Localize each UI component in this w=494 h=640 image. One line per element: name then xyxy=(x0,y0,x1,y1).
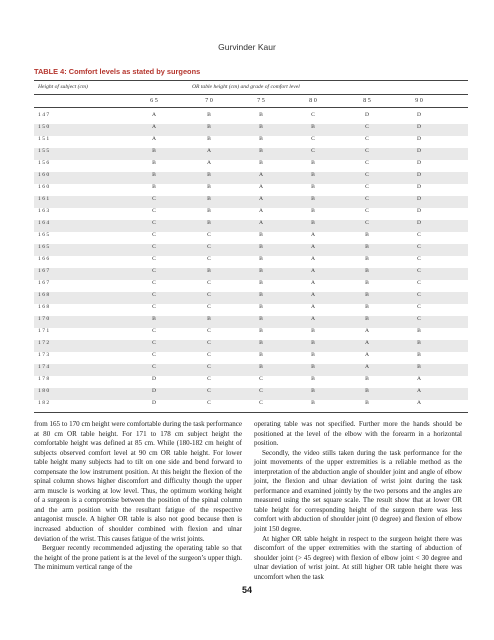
table-row xyxy=(34,316,468,328)
comfort-grade-cell: A xyxy=(310,304,316,310)
comfort-grade-cell: B xyxy=(207,268,211,274)
table-row xyxy=(34,268,468,280)
comfort-grade-cell: B xyxy=(311,388,315,394)
comfort-grade-cell: C xyxy=(207,340,211,346)
subject-height-cell: 1 6 7 xyxy=(38,280,50,286)
subject-height-cell: 1 6 8 xyxy=(38,304,50,310)
table-row xyxy=(34,136,468,148)
subject-height-cell: 1 6 1 xyxy=(38,196,50,202)
comfort-grade-cell: A xyxy=(310,292,316,298)
comfort-grade-cell: B xyxy=(207,196,211,202)
comfort-grade-cell: A xyxy=(258,196,264,202)
comfort-grade-cell: B xyxy=(417,364,421,370)
comfort-grade-cell: B xyxy=(417,328,421,334)
comfort-grade-cell: C xyxy=(311,136,315,142)
subject-height-cell: 1 6 6 xyxy=(38,256,50,262)
comfort-grade-cell: C xyxy=(417,316,421,322)
comfort-grade-cell: C xyxy=(207,388,211,394)
comfort-grade-cell: A xyxy=(258,172,264,178)
comfort-grade-cell: C xyxy=(259,400,263,406)
comfort-grade-cell: C xyxy=(207,280,211,286)
body-paragraph: from 165 to 170 cm height were comfortable during the task performance at 80 cm OR table height. For 171 to 178 cm subject height the comfortable height was defined at 85 cm. While (180-182 cm height of subjects observed comfort level at 90 cm OR table height. For lower table height many subjects had to tilt on one side and bend forward to compensate the low instrument position. At this height the flexion of the spinal column shows higher discomfort and difficulty though the upper arm muscle is working at low level. Thus, the optimum working height of a surgeon is a compromise between the position of the spinal column and the arm position with the resultant fatigue of the respective antagonist muscle. A higher OR table is also not good because then is increased abduction of shoulder combined with flexion and ulnar deviation of the wrist. This causes fatigue of the wrist joints. xyxy=(34,420,242,543)
table-row xyxy=(34,256,468,268)
subject-height-cell: 1 6 0 xyxy=(38,172,50,178)
comfort-grade-cell: B xyxy=(259,316,263,322)
comfort-grade-cell: D xyxy=(151,376,157,382)
subject-height-cell: 1 6 8 xyxy=(38,292,50,298)
comfort-grade-cell: A xyxy=(364,352,370,358)
table-row xyxy=(34,148,468,160)
or-height-header-row xyxy=(34,97,468,107)
table-row xyxy=(34,112,468,124)
comfort-grade-cell: C xyxy=(259,376,263,382)
comfort-grade-cell: B xyxy=(311,376,315,382)
or-height-header-cell: 7 5 xyxy=(257,97,265,104)
or-height-header-cell: 9 0 xyxy=(415,97,423,104)
subject-height-cell: 1 5 0 xyxy=(38,124,50,130)
comfort-grade-cell: B xyxy=(311,172,315,178)
comfort-grade-cell: B xyxy=(259,328,263,334)
comfort-grade-cell: D xyxy=(416,160,422,166)
table-row xyxy=(34,124,468,136)
comfort-grade-cell: D xyxy=(416,220,422,226)
comfort-grade-cell: A xyxy=(416,388,422,394)
comfort-grade-cell: A xyxy=(310,244,316,250)
comfort-grade-cell: B xyxy=(259,148,263,154)
comfort-grade-cell: C xyxy=(152,352,156,358)
comfort-grade-cell: C xyxy=(207,244,211,250)
comfort-grade-cell: C xyxy=(365,184,369,190)
comfort-grade-cell: C xyxy=(417,268,421,274)
comfort-grade-cell: A xyxy=(310,232,316,238)
comfort-grade-cell: A xyxy=(258,184,264,190)
comfort-grade-cell: C xyxy=(365,220,369,226)
table-top-rule xyxy=(34,80,468,81)
comfort-grade-cell: A xyxy=(151,112,157,118)
table-caption: TABLE 4: Comfort levels as stated by surgeons xyxy=(34,67,201,76)
comfort-grade-cell: C xyxy=(417,232,421,238)
comfort-grade-cell: C xyxy=(365,124,369,130)
comfort-grade-cell: A xyxy=(206,148,212,154)
comfort-grade-cell: B xyxy=(259,136,263,142)
comfort-grade-cell: A xyxy=(258,220,264,226)
comfort-grade-cell: C xyxy=(207,352,211,358)
comfort-grade-cell: C xyxy=(152,232,156,238)
subject-height-cell: 1 6 3 xyxy=(38,208,50,214)
comfort-grade-cell: B xyxy=(259,280,263,286)
subject-height-cell: 1 6 5 xyxy=(38,244,50,250)
table-bottom-rule xyxy=(34,412,468,413)
comfort-grade-cell: B xyxy=(207,112,211,118)
comfort-grade-cell: B xyxy=(365,316,369,322)
comfort-grade-cell: B xyxy=(207,316,211,322)
subject-height-cell: 1 8 0 xyxy=(38,388,50,394)
table-row xyxy=(34,220,468,232)
comfort-table-body xyxy=(34,112,468,412)
comfort-grade-cell: A xyxy=(310,256,316,262)
table-row xyxy=(34,208,468,220)
comfort-grade-cell: B xyxy=(417,340,421,346)
comfort-grade-cell: C xyxy=(417,244,421,250)
comfort-grade-cell: B xyxy=(207,220,211,226)
table-row xyxy=(34,232,468,244)
comfort-grade-cell: B xyxy=(417,352,421,358)
comfort-grade-cell: B xyxy=(311,196,315,202)
table-row xyxy=(34,172,468,184)
comfort-grade-cell: A xyxy=(416,400,422,406)
comfort-grade-cell: C xyxy=(152,328,156,334)
subject-height-cell: 1 7 4 xyxy=(38,364,50,370)
subject-height-cell: 1 7 2 xyxy=(38,340,50,346)
comfort-grade-cell: C xyxy=(152,256,156,262)
comfort-grade-cell: C xyxy=(311,112,315,118)
comfort-grade-cell: D xyxy=(416,184,422,190)
comfort-grade-cell: B xyxy=(365,400,369,406)
comfort-grade-cell: B xyxy=(311,160,315,166)
comfort-grade-cell: C xyxy=(417,256,421,262)
comfort-grade-cell: C xyxy=(207,364,211,370)
comfort-grade-cell: B xyxy=(259,256,263,262)
comfort-grade-cell: B xyxy=(207,172,211,178)
comfort-grade-cell: B xyxy=(259,160,263,166)
comfort-grade-cell: A xyxy=(310,268,316,274)
or-height-header-cell: 8 0 xyxy=(309,97,317,104)
comfort-grade-cell: A xyxy=(258,208,264,214)
comfort-grade-cell: B xyxy=(311,352,315,358)
or-height-header-cell: 8 5 xyxy=(363,97,371,104)
comfort-grade-cell: B xyxy=(259,244,263,250)
subject-height-cell: 1 7 0 xyxy=(38,316,50,322)
subject-height-cell: 1 6 7 xyxy=(38,268,50,274)
comfort-grade-cell: D xyxy=(416,208,422,214)
comfort-grade-cell: B xyxy=(259,364,263,370)
subject-height-cell: 1 7 3 xyxy=(38,352,50,358)
comfort-grade-cell: B xyxy=(259,352,263,358)
comfort-grade-cell: C xyxy=(207,376,211,382)
table-row xyxy=(34,280,468,292)
comfort-grade-cell: B xyxy=(311,340,315,346)
table-row xyxy=(34,388,468,400)
comfort-grade-cell: B xyxy=(365,388,369,394)
body-paragraph: Secondly, the video stills taken during the task performance for the joint movements of the upper extremities is a reliable method as the interpretation of the abduction angle of shoulder joint and angle of elbow joint, the flexion and ulnar deviation of wrist joint during the task performance and examined jointly by the two persons and the angles are measured using the set square scale. The result show that at lower OR table height for corresponding height of the surgeon there was less comfort with abduction of shoulder joint (0 degree) and flexion of elbow joint 150 degree. xyxy=(254,448,462,534)
comfort-grade-cell: C xyxy=(365,148,369,154)
comfort-grade-cell: B xyxy=(259,292,263,298)
comfort-grade-cell: B xyxy=(259,268,263,274)
comfort-grade-cell: C xyxy=(365,196,369,202)
comfort-grade-cell: A xyxy=(364,328,370,334)
comfort-grade-cell: B xyxy=(207,208,211,214)
comfort-grade-cell: B xyxy=(311,364,315,370)
body-paragraph: At higher OR table height in respect to the surgeon height there was discomfort of the upper extremities with the starting of abduction of shoulder joint (> 45 degree) with flexion of elbow joint < 30 degree and ulnar deviation of wrist joint. At still higher OR table height there was uncomfort when the task xyxy=(254,534,462,581)
comfort-grade-cell: B xyxy=(311,208,315,214)
subject-height-cell: 1 8 2 xyxy=(38,400,50,406)
page-number: 54 xyxy=(241,585,252,595)
table-row xyxy=(34,304,468,316)
comfort-grade-cell: C xyxy=(152,280,156,286)
comfort-grade-cell: D xyxy=(416,148,422,154)
subject-height-cell: 1 5 6 xyxy=(38,160,50,166)
comfort-grade-cell: D xyxy=(416,124,422,130)
comfort-grade-cell: A xyxy=(151,124,157,130)
comfort-grade-cell: C xyxy=(365,208,369,214)
comfort-grade-cell: B xyxy=(311,184,315,190)
body-column-right xyxy=(254,420,462,582)
subject-height-cell: 1 6 4 xyxy=(38,220,50,226)
comfort-grade-cell: B xyxy=(152,172,156,178)
comfort-grade-cell: A xyxy=(310,316,316,322)
comfort-grade-cell: B xyxy=(152,148,156,154)
comfort-grade-cell: A xyxy=(310,280,316,286)
subject-height-cell: 1 4 7 xyxy=(38,112,50,118)
comfort-grade-cell: B xyxy=(311,400,315,406)
comfort-grade-cell: B xyxy=(365,376,369,382)
comfort-grade-cell: C xyxy=(417,292,421,298)
table-subheader-rule xyxy=(34,107,468,108)
comfort-grade-cell: A xyxy=(364,340,370,346)
comfort-grade-cell: B xyxy=(259,304,263,310)
comfort-grade-cell: C xyxy=(207,292,211,298)
table-row xyxy=(34,196,468,208)
comfort-grade-cell: A xyxy=(206,160,212,166)
comfort-grade-cell: B xyxy=(207,184,211,190)
comfort-grade-cell: C xyxy=(417,280,421,286)
comfort-grade-cell: B xyxy=(365,256,369,262)
subject-height-cell: 1 6 0 xyxy=(38,184,50,190)
comfort-grade-cell: B xyxy=(365,268,369,274)
or-height-header-cell: 7 0 xyxy=(205,97,213,104)
comfort-grade-cell: B xyxy=(152,316,156,322)
comfort-grade-cell: C xyxy=(207,400,211,406)
comfort-grade-cell: C xyxy=(152,340,156,346)
comfort-grade-cell: C xyxy=(365,172,369,178)
table-row xyxy=(34,376,468,388)
table-row xyxy=(34,184,468,196)
table-row xyxy=(34,160,468,172)
comfort-grade-cell: B xyxy=(311,124,315,130)
table-header-rule xyxy=(34,94,468,95)
comfort-grade-cell: D xyxy=(151,388,157,394)
comfort-grade-cell: D xyxy=(416,136,422,142)
comfort-grade-cell: B xyxy=(152,160,156,166)
comfort-grade-cell: B xyxy=(207,136,211,142)
comfort-grade-cell: B xyxy=(207,124,211,130)
comfort-grade-cell: A xyxy=(151,136,157,142)
subject-height-cell: 1 5 5 xyxy=(38,148,50,154)
comfort-grade-cell: C xyxy=(152,244,156,250)
subject-height-cell: 1 7 1 xyxy=(38,328,50,334)
comfort-grade-cell: C xyxy=(152,364,156,370)
comfort-grade-cell: B xyxy=(365,292,369,298)
comfort-grade-cell: C xyxy=(207,256,211,262)
subject-height-cell: 1 7 8 xyxy=(38,376,50,382)
comfort-grade-cell: C xyxy=(207,232,211,238)
comfort-grade-cell: C xyxy=(207,304,211,310)
comfort-grade-cell: C xyxy=(152,268,156,274)
comfort-grade-cell: B xyxy=(311,220,315,226)
comfort-grade-cell: A xyxy=(416,376,422,382)
comfort-grade-cell: C xyxy=(152,208,156,214)
table-row xyxy=(34,352,468,364)
comfort-grade-cell: C xyxy=(152,220,156,226)
table-header-row xyxy=(34,84,468,94)
comfort-grade-cell: B xyxy=(259,340,263,346)
comfort-grade-cell: D xyxy=(416,112,422,118)
comfort-grade-cell: B xyxy=(365,304,369,310)
comfort-grade-cell: C xyxy=(207,328,211,334)
comfort-grade-cell: D xyxy=(416,196,422,202)
comfort-grade-cell: C xyxy=(152,292,156,298)
table-row xyxy=(34,244,468,256)
comfort-grade-cell: B xyxy=(365,232,369,238)
comfort-grade-cell: C xyxy=(417,304,421,310)
comfort-grade-cell: B xyxy=(259,124,263,130)
table-row xyxy=(34,328,468,340)
header-height-of-subject: Height of subject (cm) xyxy=(38,84,88,90)
running-head: Gurvinder Kaur xyxy=(218,42,276,52)
comfort-grade-cell: D xyxy=(416,172,422,178)
body-column-left xyxy=(34,420,242,573)
comfort-grade-cell: C xyxy=(152,196,156,202)
comfort-grade-cell: B xyxy=(259,112,263,118)
comfort-grade-cell: D xyxy=(151,400,157,406)
comfort-grade-cell: C xyxy=(365,160,369,166)
comfort-grade-cell: B xyxy=(365,280,369,286)
comfort-grade-cell: B xyxy=(365,244,369,250)
subject-height-cell: 1 5 1 xyxy=(38,136,50,142)
table-row xyxy=(34,340,468,352)
subject-height-cell: 1 6 5 xyxy=(38,232,50,238)
comfort-grade-cell: C xyxy=(365,136,369,142)
comfort-grade-cell: D xyxy=(364,112,370,118)
comfort-grade-cell: C xyxy=(311,148,315,154)
body-paragraph: operating table was not specified. Further more the hands should be positioned at the level of the elbow with the forearm in a horizontal position. xyxy=(254,420,462,448)
comfort-grade-cell: B xyxy=(152,184,156,190)
comfort-grade-cell: B xyxy=(311,328,315,334)
comfort-grade-cell: A xyxy=(364,364,370,370)
comfort-grade-cell: B xyxy=(259,232,263,238)
or-height-header-cell: 6 5 xyxy=(150,97,158,104)
comfort-grade-cell: C xyxy=(152,304,156,310)
header-or-table-height: OR table height (cm) and grade of comfort level xyxy=(192,84,300,90)
table-row xyxy=(34,364,468,376)
table-row xyxy=(34,292,468,304)
body-paragraph: Berguer recently recommended adjusting the operating table so that the height of the prone patient is at the level of the surgeon’s upper thigh. The minimum vertical range of the xyxy=(34,544,242,572)
table-row xyxy=(34,400,468,412)
comfort-grade-cell: C xyxy=(259,388,263,394)
